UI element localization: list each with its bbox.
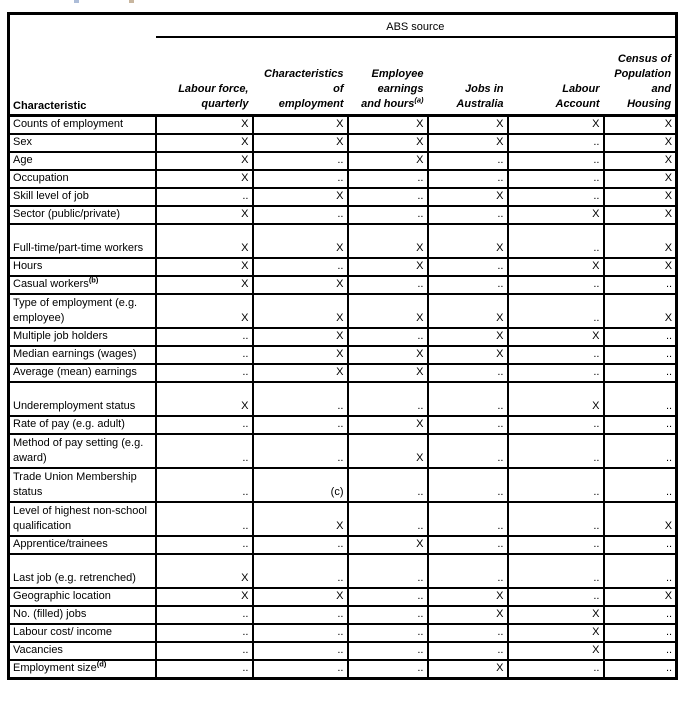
mark-present: X	[156, 224, 253, 258]
mark-absent: ..	[156, 606, 253, 624]
mark-absent: ..	[428, 206, 508, 224]
table-row	[9, 188, 677, 206]
mark-absent: ..	[253, 606, 348, 624]
mark-present: X	[348, 294, 428, 328]
mark-present: X	[428, 134, 508, 152]
mark-present: X	[428, 188, 508, 206]
mark-present: X	[253, 294, 348, 328]
mark-absent: ..	[428, 502, 508, 536]
mark-absent: ..	[508, 170, 604, 188]
mark-absent: ..	[348, 276, 428, 294]
mark-present: X	[253, 588, 348, 606]
mark-absent: ..	[508, 276, 604, 294]
mark-absent: ..	[604, 434, 677, 468]
mark-absent: ..	[604, 416, 677, 434]
table-row	[9, 152, 677, 170]
mark-absent: ..	[348, 588, 428, 606]
mark-absent: ..	[508, 134, 604, 152]
mark-present: X	[348, 416, 428, 434]
table-row	[9, 328, 677, 346]
mark-absent: ..	[348, 328, 428, 346]
mark-absent: ..	[508, 346, 604, 364]
mark-absent: ..	[348, 554, 428, 588]
mark-present: X	[604, 294, 677, 328]
mark-present: X	[156, 206, 253, 224]
mark-absent: ..	[508, 554, 604, 588]
column-header-row	[9, 37, 677, 116]
mark-present: X	[253, 276, 348, 294]
mark-present: X	[428, 660, 508, 679]
row-label: Average (mean) earnings	[9, 364, 156, 382]
row-label: Type of employment (e.g. employee)	[9, 294, 156, 328]
mark-absent: ..	[428, 642, 508, 660]
mark-absent: ..	[156, 502, 253, 536]
mark-absent: ..	[508, 434, 604, 468]
table-row	[9, 502, 677, 536]
mark-absent: ..	[508, 364, 604, 382]
mark-present: X	[348, 364, 428, 382]
mark-absent: ..	[348, 206, 428, 224]
row-label: Occupation	[9, 170, 156, 188]
row-label: Last job (e.g. retrenched)	[9, 554, 156, 588]
mark-absent: ..	[428, 468, 508, 502]
mark-absent: ..	[604, 468, 677, 502]
table-row	[9, 536, 677, 554]
table-body	[9, 116, 677, 679]
mark-absent: ..	[253, 382, 348, 416]
mark-absent: ..	[428, 434, 508, 468]
mark-absent: ..	[428, 382, 508, 416]
mark-absent: ..	[348, 624, 428, 642]
row-label: Hours	[9, 258, 156, 276]
mark-absent: ..	[156, 468, 253, 502]
mark-present: X	[508, 624, 604, 642]
row-label: Geographic location	[9, 588, 156, 606]
column-header: Labour force, quarterly	[156, 37, 253, 116]
mark-present: X	[253, 116, 348, 135]
mark-present: X	[156, 170, 253, 188]
mark-absent: ..	[253, 642, 348, 660]
mark-absent: ..	[156, 660, 253, 679]
table-row	[9, 606, 677, 624]
row-label: Median earnings (wages)	[9, 346, 156, 364]
mark-present: X	[604, 134, 677, 152]
table-row	[9, 116, 677, 135]
mark-absent: ..	[428, 258, 508, 276]
mark-absent: ..	[156, 434, 253, 468]
table-row	[9, 660, 677, 679]
mark-absent: ..	[253, 170, 348, 188]
mark-present: X	[253, 502, 348, 536]
mark-present: X	[604, 206, 677, 224]
mark-present: X	[604, 116, 677, 135]
mark-present: X	[348, 434, 428, 468]
comparison-table	[7, 12, 678, 680]
mark-present: X	[508, 206, 604, 224]
table-row	[9, 346, 677, 364]
mark-absent: ..	[508, 536, 604, 554]
mark-absent: ..	[604, 382, 677, 416]
mark-absent: ..	[508, 588, 604, 606]
mark-absent: ..	[348, 606, 428, 624]
row-label: Counts of employment	[9, 116, 156, 135]
mark-present: X	[156, 152, 253, 170]
mark-present: X	[604, 588, 677, 606]
row-label: Trade Union Membership status	[9, 468, 156, 502]
mark-present: X	[428, 606, 508, 624]
row-label: Full-time/part-time workers	[9, 224, 156, 258]
table-row	[9, 554, 677, 588]
table-row	[9, 134, 677, 152]
mark-present: X	[253, 346, 348, 364]
mark-present: X	[253, 328, 348, 346]
mark-absent: ..	[253, 434, 348, 468]
mark-absent: ..	[508, 224, 604, 258]
column-header: Labour Account	[508, 37, 604, 116]
mark-absent: ..	[508, 468, 604, 502]
row-label: Labour cost/ income	[9, 624, 156, 642]
mark-present: X	[508, 258, 604, 276]
mark-absent: ..	[428, 536, 508, 554]
table-header	[9, 14, 677, 116]
mark-absent: ..	[253, 258, 348, 276]
mark-absent: ..	[253, 660, 348, 679]
row-label: No. (filled) jobs	[9, 606, 156, 624]
mark-present: X	[156, 294, 253, 328]
mark-present: X	[348, 134, 428, 152]
mark-absent: ..	[428, 554, 508, 588]
group-header-row	[9, 14, 677, 38]
mark-absent: ..	[604, 536, 677, 554]
mark-absent: ..	[604, 606, 677, 624]
mark-present: X	[253, 134, 348, 152]
row-label: Sector (public/private)	[9, 206, 156, 224]
mark-present: X	[428, 116, 508, 135]
mark-absent: ..	[508, 188, 604, 206]
mark-absent: ..	[428, 170, 508, 188]
row-label: Casual workers$^{(b)}$	[9, 276, 156, 294]
mark-present: X	[508, 382, 604, 416]
mark-absent: ..	[348, 502, 428, 536]
footnote-marker: (b)	[88, 276, 99, 285]
mark-absent: ..	[508, 660, 604, 679]
table-row	[9, 382, 677, 416]
mark-present: X	[156, 554, 253, 588]
table-row	[9, 170, 677, 188]
mark-present: X	[156, 276, 253, 294]
mark-absent: ..	[604, 642, 677, 660]
mark-present: X	[156, 258, 253, 276]
mark-absent: ..	[508, 294, 604, 328]
mark-absent: ..	[156, 328, 253, 346]
mark-absent: ..	[604, 554, 677, 588]
mark-absent: ..	[348, 170, 428, 188]
column-header: Jobs in Australia	[428, 37, 508, 116]
row-label: Sex	[9, 134, 156, 152]
table-row	[9, 294, 677, 328]
source-group-header: ABS source	[156, 14, 677, 38]
mark-absent: ..	[604, 276, 677, 294]
mark-absent: ..	[348, 642, 428, 660]
mark-absent: ..	[348, 382, 428, 416]
cropped-text-fragment	[74, 0, 79, 3]
mark-absent: ..	[604, 660, 677, 679]
table-row	[9, 258, 677, 276]
row-label: Rate of pay (e.g. adult)	[9, 416, 156, 434]
mark-absent: ..	[508, 502, 604, 536]
mark-absent: ..	[156, 364, 253, 382]
row-label: Age	[9, 152, 156, 170]
row-label: Multiple job holders	[9, 328, 156, 346]
mark-note: (c)	[253, 468, 348, 502]
mark-present: X	[253, 188, 348, 206]
column-header: Employee earnings and hours$^{(a)}$	[348, 37, 428, 116]
table-row	[9, 468, 677, 502]
footnote-marker: (a)	[414, 95, 424, 105]
mark-present: X	[604, 258, 677, 276]
mark-absent: ..	[253, 554, 348, 588]
row-label: Underemployment status	[9, 382, 156, 416]
mark-absent: ..	[428, 276, 508, 294]
row-label: Vacancies	[9, 642, 156, 660]
row-label: Method of pay setting (e.g. award)	[9, 434, 156, 468]
footnote-marker: (d)	[96, 660, 107, 669]
table-row	[9, 364, 677, 382]
mark-present: X	[156, 588, 253, 606]
mark-present: X	[604, 224, 677, 258]
mark-absent: ..	[348, 468, 428, 502]
mark-present: X	[348, 258, 428, 276]
mark-absent: ..	[348, 660, 428, 679]
mark-present: X	[428, 294, 508, 328]
table-row	[9, 276, 677, 294]
mark-absent: ..	[348, 188, 428, 206]
mark-present: X	[253, 224, 348, 258]
table-row	[9, 416, 677, 434]
mark-present: X	[604, 502, 677, 536]
mark-absent: ..	[604, 624, 677, 642]
mark-present: X	[348, 224, 428, 258]
table-row	[9, 624, 677, 642]
mark-absent: ..	[508, 416, 604, 434]
mark-present: X	[508, 116, 604, 135]
mark-present: X	[508, 642, 604, 660]
mark-present: X	[604, 188, 677, 206]
mark-absent: ..	[156, 188, 253, 206]
column-header: Characteristics of employment	[253, 37, 348, 116]
mark-present: X	[508, 328, 604, 346]
column-header: Census of Population and Housing	[604, 37, 677, 116]
table-row	[9, 224, 677, 258]
mark-absent: ..	[253, 152, 348, 170]
mark-absent: ..	[253, 416, 348, 434]
mark-present: X	[428, 346, 508, 364]
mark-absent: ..	[428, 152, 508, 170]
mark-absent: ..	[604, 328, 677, 346]
mark-absent: ..	[253, 206, 348, 224]
mark-absent: ..	[604, 364, 677, 382]
mark-present: X	[156, 116, 253, 135]
row-label: Skill level of job	[9, 188, 156, 206]
mark-present: X	[604, 152, 677, 170]
row-header-title: Characteristic	[9, 37, 156, 116]
table-row	[9, 588, 677, 606]
mark-absent: ..	[428, 364, 508, 382]
table-row	[9, 642, 677, 660]
mark-absent: ..	[156, 416, 253, 434]
table-row	[9, 206, 677, 224]
mark-present: X	[253, 364, 348, 382]
mark-absent: ..	[428, 416, 508, 434]
row-label: Employment size$^{(d)}$	[9, 660, 156, 679]
mark-absent: ..	[156, 642, 253, 660]
mark-absent: ..	[156, 536, 253, 554]
mark-present: X	[348, 116, 428, 135]
mark-absent: ..	[253, 624, 348, 642]
mark-present: X	[428, 588, 508, 606]
mark-present: X	[428, 224, 508, 258]
mark-present: X	[156, 382, 253, 416]
mark-absent: ..	[604, 346, 677, 364]
mark-present: X	[428, 328, 508, 346]
mark-present: X	[508, 606, 604, 624]
mark-absent: ..	[253, 536, 348, 554]
row-label: Apprentice/trainees	[9, 536, 156, 554]
cropped-text-fragment	[129, 0, 134, 3]
mark-present: X	[348, 346, 428, 364]
mark-present: X	[348, 536, 428, 554]
mark-absent: ..	[428, 624, 508, 642]
table-row	[9, 434, 677, 468]
mark-absent: ..	[508, 152, 604, 170]
mark-absent: ..	[156, 624, 253, 642]
mark-present: X	[348, 152, 428, 170]
corner-spacer	[9, 14, 156, 38]
mark-present: X	[156, 134, 253, 152]
mark-present: X	[604, 170, 677, 188]
row-label: Level of highest non-school qualification	[9, 502, 156, 536]
mark-absent: ..	[156, 346, 253, 364]
